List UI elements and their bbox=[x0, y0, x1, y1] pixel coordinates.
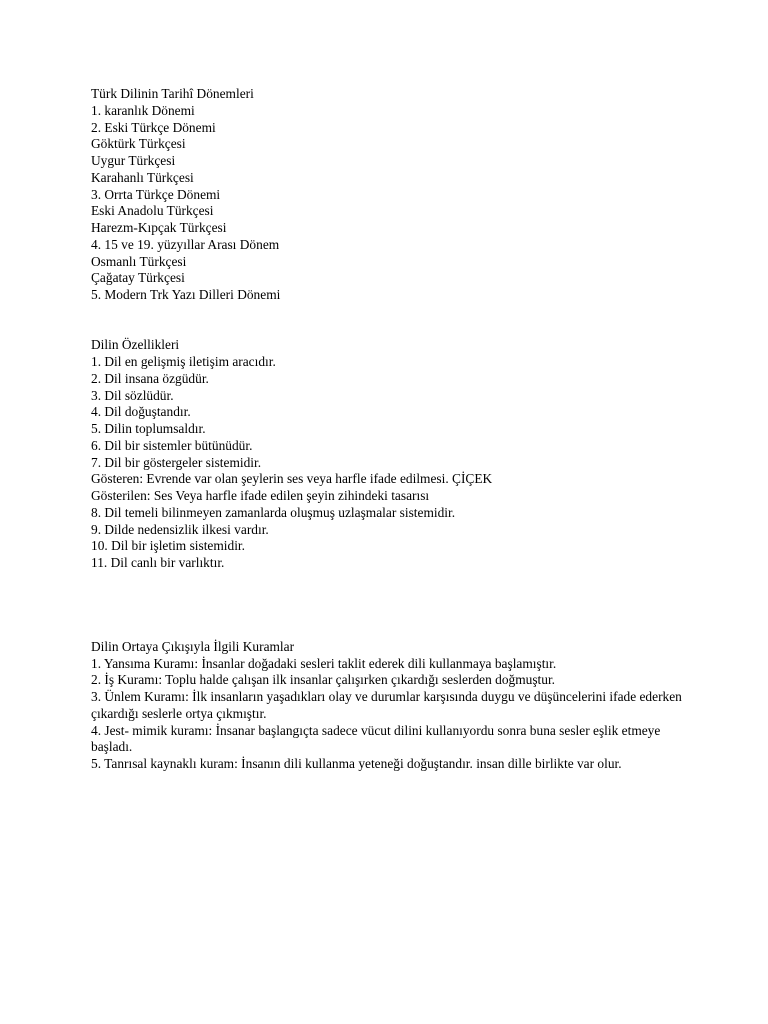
section-title: Dilin Özellikleri bbox=[91, 337, 180, 353]
text-line: Gösterilen: Ses Veya harfle ifade edilen şeyin zihindeki tasarısı bbox=[91, 488, 430, 503]
text-line: 4. 15 ve 19. yüzyıllar Arası Dönem bbox=[91, 236, 280, 252]
text-line: 1. karanlık Dönemi bbox=[91, 102, 195, 118]
section-title: Türk Dilinin Tarihî Dönemleri bbox=[91, 86, 254, 101]
text-paragraph: 2. İş Kuramı: Toplu halde çalışan ilk insanlar çalışırken çıkardığı seslerden doğmuştur. bbox=[91, 672, 556, 688]
text-line: 4. Dil doğuştandır. bbox=[91, 404, 191, 420]
text-line: 11. Dil canlı bir varlıktır. bbox=[91, 555, 225, 570]
text-line: 3. Dil sözlüdür. bbox=[91, 387, 174, 403]
text-line: 3. Orrta Türkçe Dönemi bbox=[91, 186, 221, 202]
text-line: 6. Dil bir sistemler bütünüdür. bbox=[91, 437, 253, 453]
text-line: 2. Dil insana özgüdür. bbox=[91, 370, 209, 386]
text-line: Çağatay Türkçesi bbox=[91, 270, 185, 286]
text-line: 8. Dil temeli bilinmeyen zamanlarda oluşmuş uzlaşmalar sistemidir. bbox=[91, 504, 456, 520]
text-paragraph: 1. Yansıma Kuramı: İnsanlar doğadaki sesleri taklit ederek dili kullanmaya başlamıştır. bbox=[91, 655, 557, 671]
text-paragraph: 4. Jest- mimik kuramı: İnsanar başlangıçta sadece vücut dilini kullanıyordu sonra buna sesler eşlik etmeye başladı. bbox=[91, 722, 661, 755]
text-line: Harezm-Kıpçak Türkçesi bbox=[91, 220, 227, 235]
text-line: 9. Dilde nedensizlik ilkesi vardır. bbox=[91, 521, 269, 537]
text-line: Eski Anadolu Türkçesi bbox=[91, 203, 214, 219]
text-line: Uygur Türkçesi bbox=[91, 153, 176, 168]
text-line: 5. Dilin toplumsaldır. bbox=[91, 421, 206, 436]
text-line: 1. Dil en gelişmiş iletişim aracıdır. bbox=[91, 354, 276, 369]
spacer bbox=[91, 572, 691, 639]
text-line: Gösteren: Evrende var olan şeylerin ses veya harfle ifade edilmesi. ÇİÇEK bbox=[91, 471, 493, 487]
text-line: Göktürk Türkçesi bbox=[91, 136, 186, 152]
text-line: 5. Modern Trk Yazı Dilleri Dönemi bbox=[91, 287, 281, 302]
section-origin-theories bbox=[91, 639, 691, 773]
text-line: Karahanlı Türkçesi bbox=[91, 169, 194, 185]
section-title: Dilin Ortaya Çıkışıyla İlgili Kuramlar bbox=[91, 638, 295, 654]
text-line: Osmanlı Türkçesi bbox=[91, 253, 187, 269]
section-turkish-history bbox=[91, 86, 691, 304]
section-language-features bbox=[91, 337, 691, 572]
text-paragraph: 5. Tanrısal kaynaklı kuram: İnsanın dili kullanma yeteneği doğuştandır. insan dille birlikte var olur. bbox=[91, 756, 622, 771]
document-page bbox=[91, 86, 691, 773]
text-line: 7. Dil bir göstergeler sistemidir. bbox=[91, 454, 262, 470]
text-line: 2. Eski Türkçe Dönemi bbox=[91, 119, 216, 135]
text-line: 10. Dil bir işletim sistemidir. bbox=[91, 538, 245, 554]
spacer bbox=[91, 304, 691, 338]
text-paragraph: 3. Ünlem Kuramı: İlk insanların yaşadıkları olay ve durumlar karşısında duygu ve düşüncelerini ifade ederken çıkardığı seslerle ortya çıkmıştır. bbox=[91, 689, 682, 721]
